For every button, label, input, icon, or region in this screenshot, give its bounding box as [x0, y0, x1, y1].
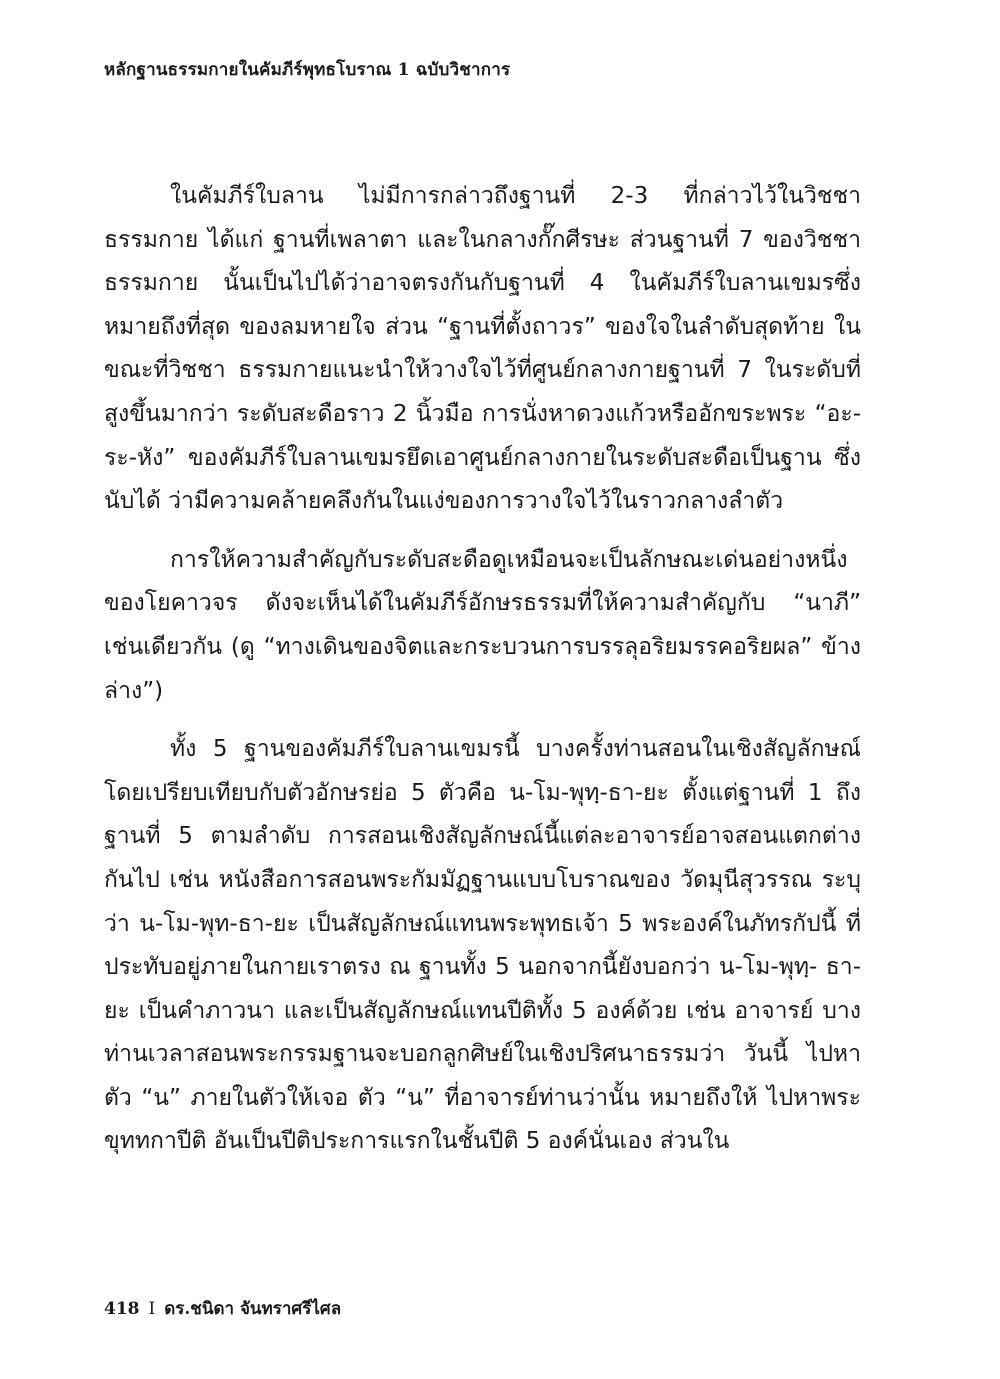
- page-footer: [104, 1295, 341, 1322]
- paragraph-3: ทั้ง 5 ฐานของคัมภีร์ใบลานเขมรนี้ บางครั้งท่านสอนในเชิงสัญลักษณ์ โดยเปรียบเทียบกับตัวอักษรย่อ 5 ตัวคือ น-โม-พุทฺ-ธา-ยะ ตั้งแต่ฐานที่ 1 ถึง ฐานที่ 5 ตามลำดับ การสอนเชิงสัญลักษณ์นี้แต่ละอาจารย์อาจสอนแตกต่าง กันไป เช่น หนังสือการสอนพระกัมมัฏฐานแบบโบราณของ วัดมุนีสุวรรณ ระบุ ว่า น-โม-พุท-ธา-ยะ เป็นสัญลักษณ์แทนพระพุทธเจ้า 5 พระองค์ในภัทรกัปนี้ ที่ประทับอยู่ภายในกายเราตรง ณ ฐานทั้ง 5 นอกจากนี้ยังบอกว่า น-โม-พุทฺ- ธา-ยะ เป็นคำภาวนา และเป็นสัญลักษณ์แทนปีติทั้ง 5 องค์ด้วย เช่น อาจารย์ บางท่านเวลาสอนพระกรรมฐานจะบอกลูกศิษย์ในเชิงปริศนาธรรมว่า วันนี้ ไปหาตัว “น” ภายในตัวให้เจอ ตัว “น” ที่อาจารย์ท่านว่านั้น หมายถึงให้ ไปหาพระขุททกาปีติ อันเป็นปีติประการแรกในชั้นปีติ 5 องค์นั่นเอง ส่วนใน: [104, 736, 861, 1155]
- page-number: 418: [104, 1299, 140, 1319]
- paragraph-1: ในคัมภีร์ใบลาน ไม่มีการกล่าวถึงฐานที่ 2-3 ที่กล่าวไว้ในวิชชาธรรมกาย ได้แก่ ฐานที่เพลาตา และในกลางกั๊กศีรษะ ส่วนฐานที่ 7 ของวิชชาธรรมกาย นั้นเป็นไปได้ว่าอาจตรงกันกับฐานที่ 4 ในคัมภีร์ใบลานเขมรซึ่งหมายถึงที่สุด ของลมหายใจ ส่วน “ฐานที่ตั้งถาวร” ของใจในลำดับสุดท้าย ในขณะที่วิชชา ธรรมกายแนะนำให้วางใจไว้ที่ศูนย์กลางกายฐานที่ 7 ในระดับที่สูงขึ้นมากว่า ระดับสะดือราว 2 นิ้วมือ การนั่งหาดวงแก้วหรืออักขระพระ “อะ-ระ-หัง” ของคัมภีร์ใบลานเขมรยึดเอาศูนย์กลางกายในระดับสะดือเป็นฐาน ซึ่งนับได้ ว่ามีความคล้ายคลึงกันในแง่ของการวางใจไว้ในราวกลางลำตัว: [104, 183, 861, 515]
- running-header: หลักฐานธรรมกายในคัมภีร์พุทธโบราณ 1 ฉบับวิชาการ: [104, 60, 511, 80]
- paragraph-2: การให้ความสำคัญกับระดับสะดือดูเหมือนจะเป็นลักษณะเด่นอย่างหนึ่ง ของโยคาวจร ดังจะเห็นได้ในคัมภีร์อักษรธรรมที่ให้ความสำคัญกับ “นาภี” เช่นเดียวกัน (ดู “ทางเดินของจิตและกระบวนการบรรลุอริยมรรคอริยผล” ข้างล่าง”): [104, 546, 861, 704]
- footer-separator: I: [148, 1299, 156, 1319]
- body-text: [104, 175, 861, 1179]
- author-name: ดร.ชนิดา จันทราศรีไศล: [164, 1299, 342, 1319]
